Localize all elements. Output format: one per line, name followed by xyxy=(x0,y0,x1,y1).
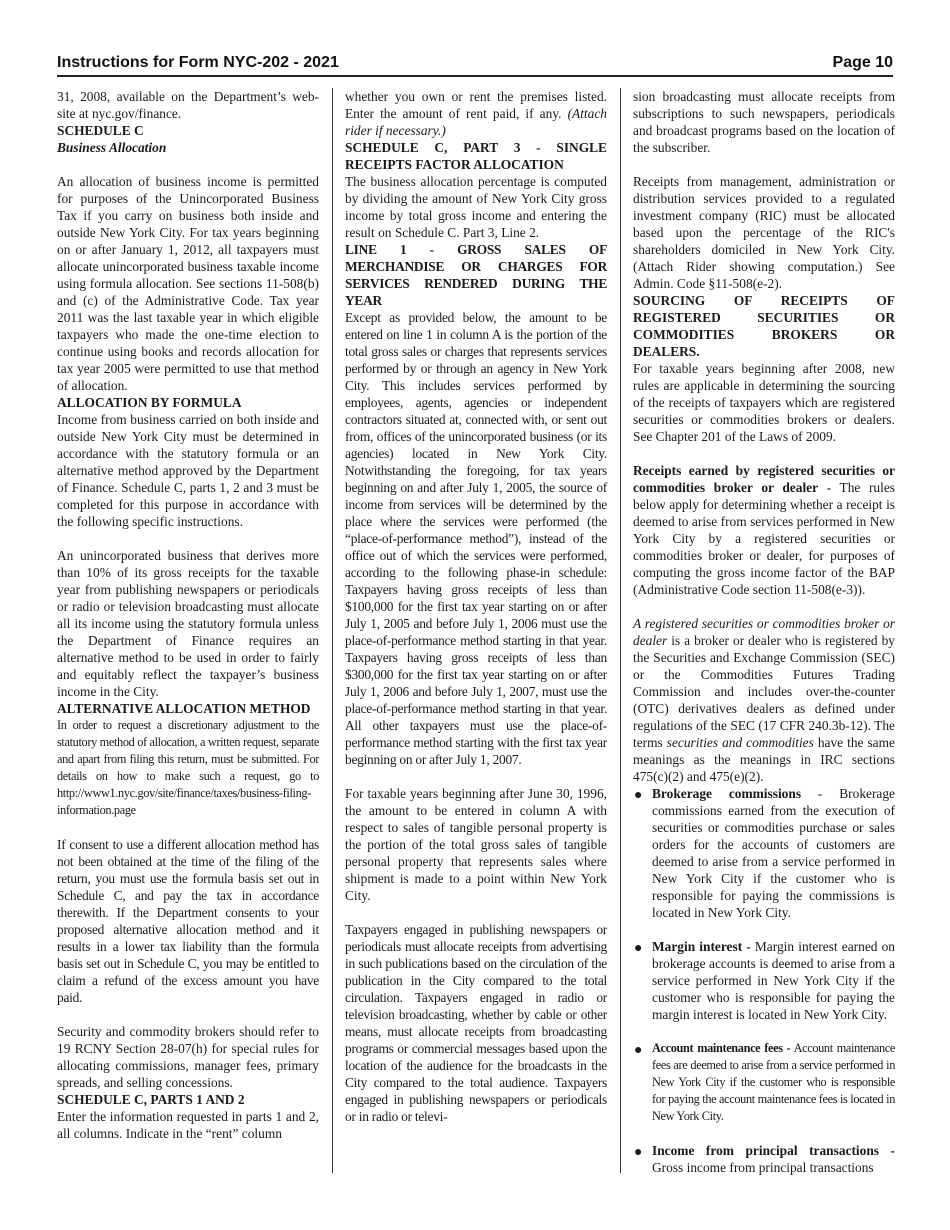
list-item xyxy=(633,1040,895,1125)
paragraph: 31, 2008, available on the Department’s web-site at nyc.gov/finance. xyxy=(57,89,319,121)
list-item-text: Margin interest earned on brokerage accounts is deemed to arise from a service performed in New York City if the customer who is responsible for paying the margin interest is located in New York City. xyxy=(652,939,895,1022)
paragraph: Taxpayers engaged in publishing newspapers or periodicals must allocate receipts from advertising in such publications based on the circulation of the publication in the City compared to the total circulation. Taxpayers engaged in radio or television broadcasting, whether by cable or other means, must allocate receipts from broadcasting programs or commercial messages based upon the location of the audience for the broadcasts in the City compared to the total audience. Taxpayers engaged in publishing newspapers or periodicals or in radio or televi- xyxy=(345,922,607,1124)
list-item-text: - Brokerage commissions earned from the execution of securities or commodities purchase or sales orders for the accounts of customers are deemed to arise from a service performed in New York City if the customer who is responsible for paying the commissions is located in New York City. xyxy=(652,786,895,920)
list-item-text: Account maintenance fees are deemed to arise from a service performed in New York City if the customer who is responsible for paying the account maintenance fees is located in New York City. xyxy=(652,1041,895,1123)
paragraph: The business allocation percentage is computed by dividing the amount of New York City gross income by total gross income and entering the result on Schedule C. Part 3, Line 2. xyxy=(345,174,607,240)
paragraph-text: whether you own or rent the premises listed. Enter the amount of rent paid, if any. xyxy=(345,89,607,121)
column-divider xyxy=(620,88,621,1173)
bullet-list xyxy=(633,785,895,1176)
header-rule xyxy=(57,75,893,77)
paragraph: Receipts from management, administration or distribution services provided to a regulated investment company (RIC) must be allocated based upon the percentage of the RIC's shareholders domiciled in New York City. (Attach Rider showing computation.) See Admin. Code §11-508(e-2). xyxy=(633,174,895,291)
paragraph xyxy=(633,615,895,785)
list-item xyxy=(633,1142,895,1176)
bullet-icon: ● xyxy=(634,788,643,803)
list-item-bold: Brokerage commissions xyxy=(652,786,802,801)
list-item-bold: Margin interest - xyxy=(652,939,751,954)
paragraph-italic: securities and commodities xyxy=(666,735,814,750)
section-heading: ALLOCATION BY FORMULA xyxy=(57,395,242,410)
paragraph xyxy=(345,88,607,139)
paragraph: sion broadcasting must allocate receipts from subscriptions to such newspapers, periodicals and broadcast programs based on the location of the subscriber. xyxy=(633,89,895,155)
paragraph: For taxable years beginning after 2008, new rules are applicable in determining the sourcing of the receipts of taxpayers which are registered securities or commodities brokers or dealers. See Chapter 201 of the Laws of 2009. xyxy=(633,361,895,444)
paragraph: For taxable years beginning after June 30, 1996, the amount to be entered in column A with respect to sales of tangible personal property is the portion of the total gross sales of tangible personal property that represents sales where shipment is made to a point within New York City. xyxy=(345,786,607,903)
paragraph: If consent to use a different allocation method has not been obtained at the time of the filing of the return, you must use the formula basis set out in Schedule C, and pay the tax in accordance therewith. If the Department consents to your proposed alternative allocation method and it results in a lower tax liability than the formula basis set out in Schedule C, you may be entitled to claim a refund of the excess amount you have paid. xyxy=(57,837,319,1005)
section-heading: SCHEDULE C xyxy=(57,123,144,138)
paragraph: Enter the information requested in parts 1 and 2, all columns. Indicate in the “rent” column xyxy=(57,1109,319,1141)
section-heading: SOURCING OF RECEIPTS OF REGISTERED SECURITIES OR COMMODITIES BROKERS OR DEALERS. xyxy=(633,293,895,359)
section-heading: LINE 1 - GROSS SALES OF MERCHANDISE OR CHARGES FOR SERVICES RENDERED DURING THE YEAR xyxy=(345,242,607,308)
bullet-icon: ● xyxy=(634,1043,643,1058)
paragraph: An unincorporated business that derives more than 10% of its gross receipts for the taxable year from publishing newspapers or periodicals or radio or television broadcasting must allocate all its income using the statutory formula unless the Department of Finance requires an alternative method to be used in order to fairly and equitably reflect the taxpayer’s business income in the City. xyxy=(57,548,319,699)
paragraph-text: have the same meanings as the meanings in IRC sections 475(c)(2) and 475(e)(2). xyxy=(633,735,895,784)
paragraph: In order to request a discretionary adjustment to the statutory method of allocation, a written request, separate and apart from filing this return, must be submitted. For details on how to make such a request, go to http://www1.nyc.gov/site/finance/taxes/business-filing-information.page xyxy=(57,718,319,817)
column-3 xyxy=(633,88,895,1176)
paragraph: Income from business carried on both inside and outside New York City must be determined in accordance with the statutory formula or an alternative method approved by the Department of Finance. Schedule C, parts 1, 2 and 3 must be completed for this purpose in accordance with the following specific instructions. xyxy=(57,412,319,529)
paragraph: Except as provided below, the amount to be entered on line 1 in column A is the portion of the total gross sales or charges that represents services performed by or through an agency in New York City. This includes services performed by employees, agents, agencies or independent contractors situated at, connected with, or sent out from, offices of the unincorporated business (or its agencies) located in New York City. Notwithstanding the foregoing, for tax years beginning on and after July 1, 2005, the source of income from services will be determined by the place where the services were performed (the “place-of-performance method”), instead of the office out of which the services were performed, according to the following phase-in schedule: Taxpayers having gross receipts of less than $100,000 for the first tax year starting on or after July 1, 2005 and before July 1, 2006 must use the place-of-performance method starting in that year. Taxpayers having gross receipts of less than $300,000 for the first tax year starting on or after July 1, 2006 and before July 1, 2007, must use the place-of-performance method starting in that year. All other taxpayers must use the place-of-performance method starting with the first tax year beginning on or after July 1, 2007. xyxy=(345,310,607,767)
bullet-icon: ● xyxy=(634,941,643,956)
page-header xyxy=(57,54,893,74)
column-1 xyxy=(57,88,319,1142)
paragraph-bold: Receipts earned by registered securities or commodities broker or dealer xyxy=(633,463,895,495)
paragraph-text: is a broker or dealer who is registered by the Securities and Exchange Commission (SEC) or the Commodities Futures Trading Commission and includes over-the-counter (OTC) derivatives dealers as defined under regulations of the SEC (17 CFR 240.3b-12). The terms xyxy=(633,633,895,750)
paragraph-italic: A registered securities or commodities broker or dealer xyxy=(633,616,895,648)
page-number: Page 10 xyxy=(832,54,893,71)
list-item xyxy=(633,938,895,1023)
paragraph-italic: (Attach rider if necessary.) xyxy=(345,106,607,138)
list-item xyxy=(633,785,895,921)
document-title: Instructions for Form NYC-202 - 2021 xyxy=(57,54,339,71)
bullet-icon: ● xyxy=(634,1145,643,1160)
section-heading: SCHEDULE C, PARTS 1 AND 2 xyxy=(57,1092,245,1107)
paragraph: Security and commodity brokers should refer to 19 RCNY Section 28-07(h) for special rules for allocating commissions, manager fees, primary spreads, and selling concessions. xyxy=(57,1024,319,1090)
section-subheading: Business Allocation xyxy=(57,140,167,155)
list-item-text: Gross income from principal transactions xyxy=(652,1160,874,1175)
section-heading: SCHEDULE C, PART 3 - SINGLE RECEIPTS FACTOR ALLOCATION xyxy=(345,140,607,172)
paragraph: An allocation of business income is permitted for purposes of the Unincorporated Business Tax if you carry on business both inside and outside New York City. For tax years beginning on or after January 1, 2012, all taxpayers must allocate unincorporated business taxable income using formula allocation. See sections 11-508(b) and (c) of the Administrative Code. Tax year 2011 was the last taxable year in which eligible taxpayers who made the one-time election to continue using books and records allocation for tax year 2005 were permitted to use that method of allocation. xyxy=(57,174,319,393)
column-2 xyxy=(345,88,607,1125)
list-item-bold: Account maintenance fees - xyxy=(652,1041,791,1055)
paragraph xyxy=(633,462,895,598)
column-divider xyxy=(332,88,333,1173)
paragraph-text: - The rules below apply for determining whether a receipt is deemed to arise from services performed in New York City by a registered securities or commodities broker or dealer, for purposes of computing the gross income factor of the BAP (Administrative Code section 11-508(e-3)). xyxy=(633,480,896,597)
list-item-bold: Income from principal transactions - xyxy=(652,1143,895,1158)
section-heading: ALTERNATIVE ALLOCATION METHOD xyxy=(57,701,311,716)
